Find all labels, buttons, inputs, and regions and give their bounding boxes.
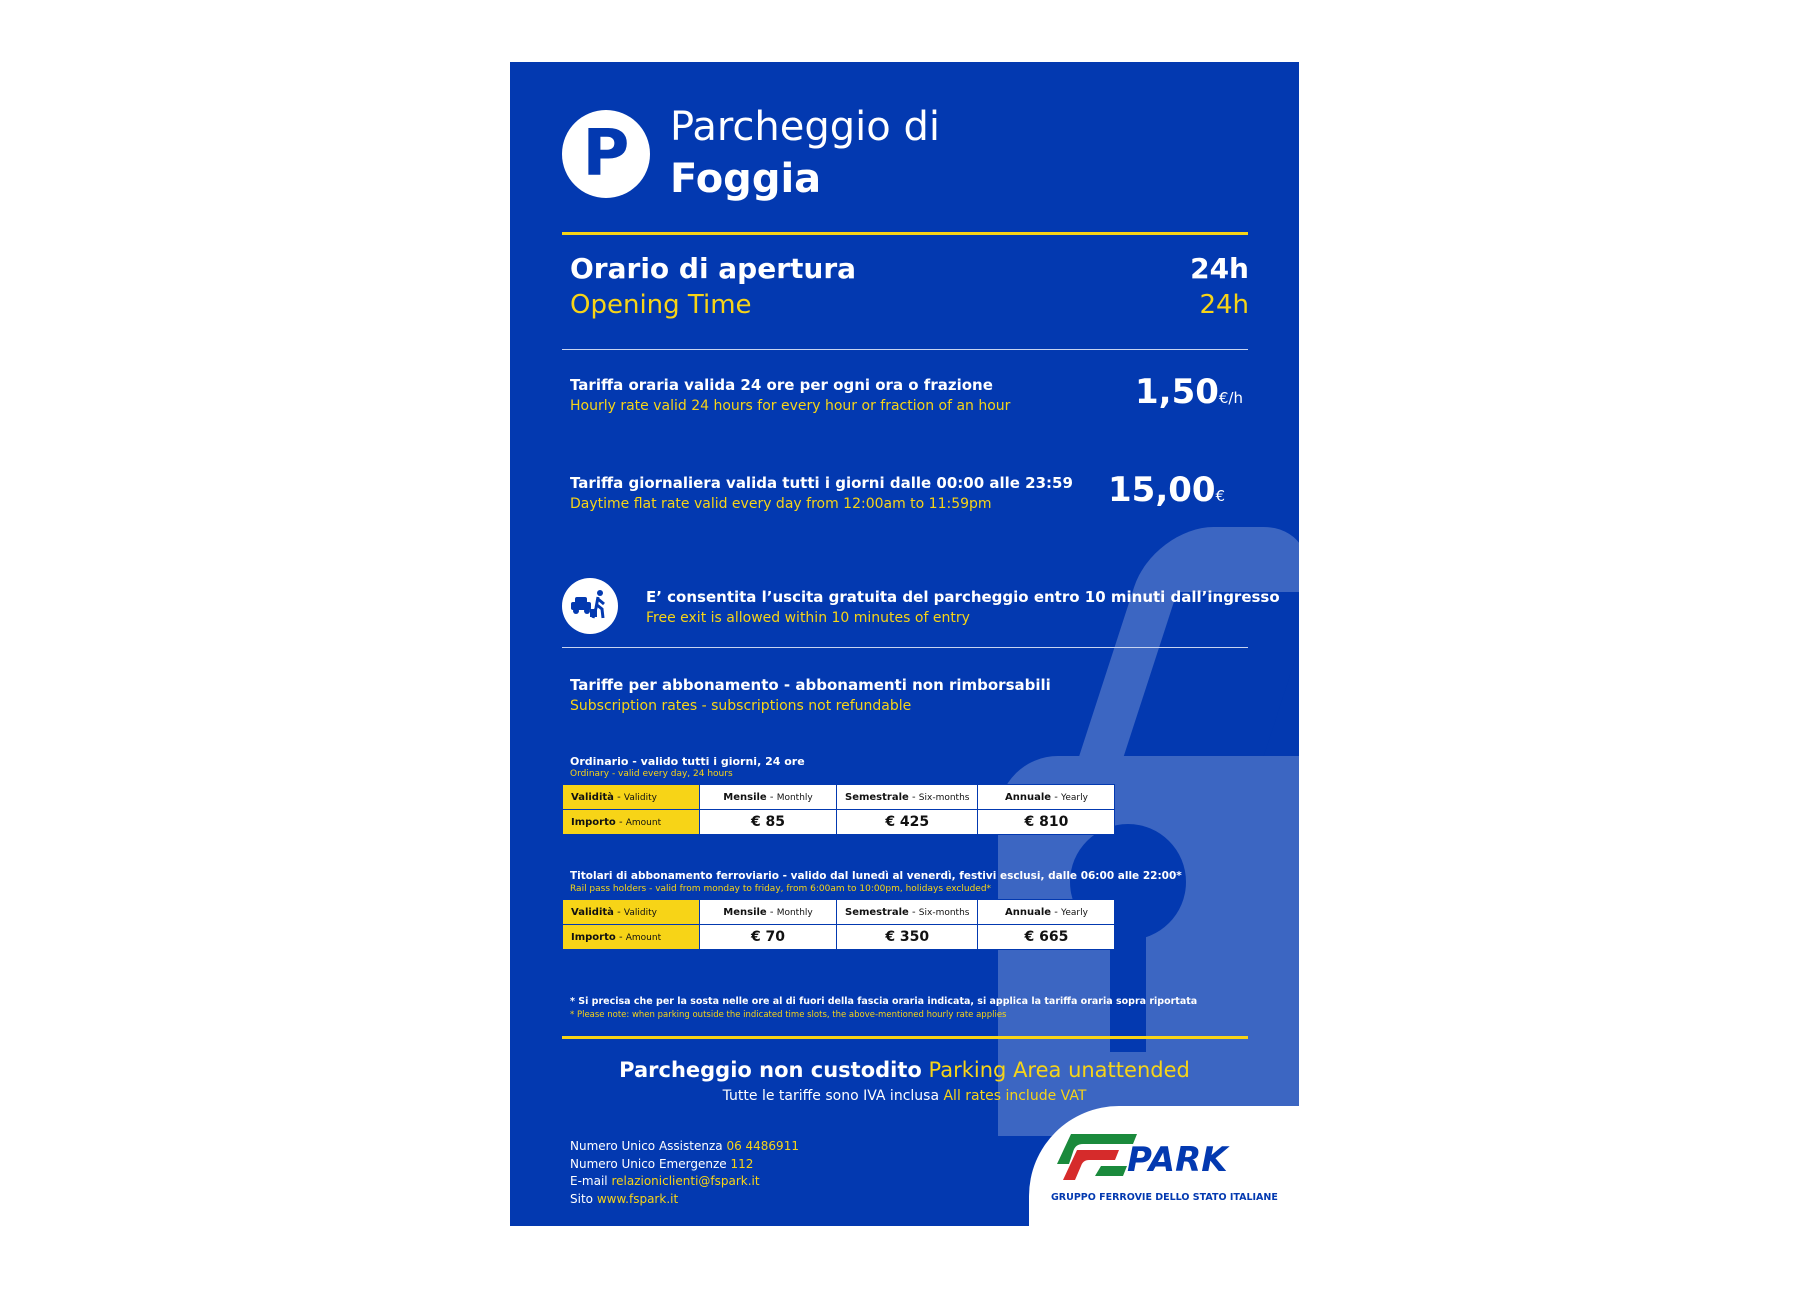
table-row bbox=[563, 925, 1115, 950]
page-title-city: Foggia bbox=[670, 156, 822, 202]
opening-label-it: Orario di apertura bbox=[570, 252, 857, 285]
validity-label-cell: Validità - Validity bbox=[563, 900, 700, 925]
parking-info-poster bbox=[510, 62, 1299, 1226]
free-exit-divider bbox=[562, 647, 1248, 648]
monthly-price-cell: € 70 bbox=[700, 925, 837, 950]
daily-price-value: 15,00 bbox=[1108, 470, 1216, 510]
railpass-title-en: Rail pass holders - valid from monday to friday, from 6:00am to 10:00pm, holidays excluded* bbox=[570, 884, 992, 894]
unattended-it: Parcheggio non custodito bbox=[619, 1058, 922, 1082]
monthly-price-cell: € 85 bbox=[700, 810, 837, 835]
free-exit-text-it: E’ consentita l’uscita gratuita del parcheggio entro 10 minuti dall’ingresso bbox=[646, 588, 1280, 606]
contact-line-email: E-mail relazioniclienti@fspark.it bbox=[570, 1174, 760, 1188]
free-exit-text-en: Free exit is allowed within 10 minutes of entry bbox=[646, 610, 970, 626]
opening-label-en: Opening Time bbox=[570, 290, 752, 320]
contact-line-emergency: Numero Unico Emergenze 112 bbox=[570, 1156, 754, 1171]
car-and-walker-icon bbox=[562, 578, 618, 634]
ordinary-title-it: Ordinario - valido tutti i giorni, 24 ore bbox=[570, 755, 805, 768]
six-month-price-cell: € 425 bbox=[837, 810, 978, 835]
brand-name: PARK bbox=[1127, 1140, 1228, 1180]
daily-price bbox=[1108, 470, 1225, 510]
yearly-price-cell: € 665 bbox=[978, 925, 1115, 950]
fs-park-logo bbox=[1049, 1128, 1279, 1218]
footnote-divider bbox=[562, 1036, 1248, 1039]
ordinary-rates-table bbox=[562, 784, 1115, 835]
contacts-block bbox=[570, 1138, 799, 1208]
page-title-line1: Parcheggio di bbox=[670, 104, 940, 150]
parking-sign-icon: P bbox=[562, 110, 650, 198]
hourly-label-en: Hourly rate valid 24 hours for every hour or fraction of an hour bbox=[570, 398, 1011, 414]
table-row bbox=[563, 785, 1115, 810]
subscriptions-title-it: Tariffe per abbonamento - abbonamenti non rimborsabili bbox=[570, 676, 1051, 694]
contact-line-assistance: Numero Unico Assistenza 06 4486911 bbox=[570, 1139, 799, 1153]
hourly-price bbox=[1135, 372, 1243, 412]
monthly-header-cell: Mensile - Monthly bbox=[700, 785, 837, 810]
daily-price-unit: € bbox=[1215, 487, 1226, 505]
daily-label-it: Tariffa giornaliera valida tutti i giorni dalle 00:00 alle 23:59 bbox=[570, 474, 1073, 492]
vat-line bbox=[510, 1088, 1299, 1104]
footnote-it: * Si precisa che per la sosta nelle ore al di fuori della fascia oraria indicata, si applica la tariffa oraria sopra riportata bbox=[570, 996, 1198, 1007]
subscriptions-title-en: Subscription rates - subscriptions not refundable bbox=[570, 698, 912, 714]
vat-it: Tutte le tariffe sono IVA inclusa bbox=[722, 1088, 940, 1104]
hourly-price-unit: €/h bbox=[1218, 389, 1243, 407]
railpass-rates-table bbox=[562, 899, 1115, 950]
vat-en: All rates include VAT bbox=[943, 1088, 1087, 1104]
header-divider bbox=[562, 232, 1248, 235]
opening-divider bbox=[562, 349, 1248, 350]
opening-value-en: 24h bbox=[1199, 290, 1249, 320]
six-month-header-cell: Semestrale - Six-months bbox=[837, 900, 978, 925]
yearly-price-cell: € 810 bbox=[978, 810, 1115, 835]
unattended-en: Parking Area unattended bbox=[928, 1058, 1190, 1082]
six-month-header-cell: Semestrale - Six-months bbox=[837, 785, 978, 810]
railpass-title-it: Titolari di abbonamento ferroviario - valido dal lunedì al venerdì, festivi esclusi, dalle 06:00 alle 22:00* bbox=[570, 870, 1182, 882]
six-month-price-cell: € 350 bbox=[837, 925, 978, 950]
unattended-line bbox=[510, 1058, 1299, 1082]
hourly-price-value: 1,50 bbox=[1135, 372, 1219, 412]
table-row bbox=[563, 900, 1115, 925]
hourly-label-it: Tariffa oraria valida 24 ore per ogni ora o frazione bbox=[570, 376, 993, 394]
footnote-en: * Please note: when parking outside the indicated time slots, the above-mentioned hourly rate applies bbox=[570, 1010, 1007, 1020]
yearly-header-cell: Annuale - Yearly bbox=[978, 900, 1115, 925]
brand-tagline: GRUPPO FERROVIE DELLO STATO ITALIANE bbox=[1051, 1192, 1278, 1203]
fs-logo-icon bbox=[1049, 1128, 1139, 1184]
monthly-header-cell: Mensile - Monthly bbox=[700, 900, 837, 925]
opening-value-it: 24h bbox=[1190, 252, 1249, 285]
contact-line-website: Sito www.fspark.it bbox=[570, 1191, 679, 1206]
validity-label-cell: Validità - Validity bbox=[563, 785, 700, 810]
table-row bbox=[563, 810, 1115, 835]
amount-label-cell: Importo - Amount bbox=[563, 925, 700, 950]
yearly-header-cell: Annuale - Yearly bbox=[978, 785, 1115, 810]
daily-label-en: Daytime flat rate valid every day from 12:00am to 11:59pm bbox=[570, 496, 992, 512]
ordinary-title-en: Ordinary - valid every day, 24 hours bbox=[570, 769, 733, 779]
amount-label-cell: Importo - Amount bbox=[563, 810, 700, 835]
